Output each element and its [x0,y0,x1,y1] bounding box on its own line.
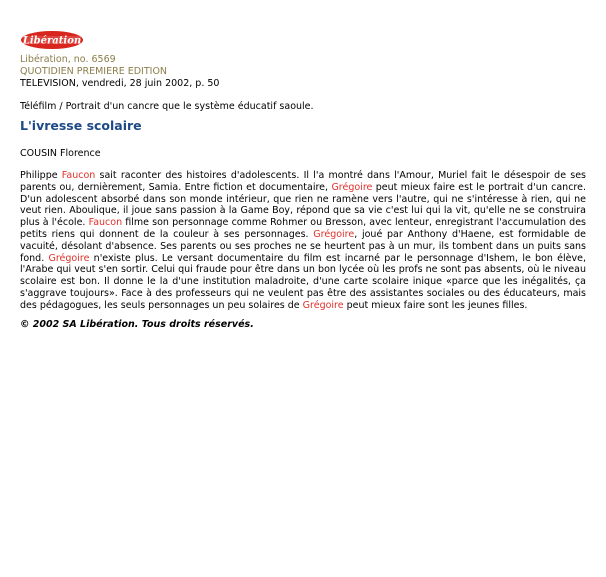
highlighted-name: Grégoire [313,228,355,240]
article-subtitle: Téléfilm / Portrait d'un cancre que le système éducatif saoule. [20,101,314,112]
article-title: L'ivresse scolaire [20,118,142,133]
liberation-logo [20,30,84,50]
body-text-segment: peut mieux faire sont les jeunes filles. [343,299,528,311]
article-meta [20,54,586,90]
logo-text: Libération [22,35,82,47]
highlighted-name: Grégoire [302,299,344,311]
highlighted-name: Faucon [61,170,96,181]
section-line: TELEVISION, vendredi, 28 juin 2002, p. 50 [20,78,220,89]
highlighted-name: Faucon [88,217,123,229]
body-text-segment: n'existe plus. Le versant documentaire du film est incarné par le personnage d'Ishem, le bon élève, l'Arabe qui veut s'en sortir. Celui qui fraude pour être dans un bon lycée où les profs ne sont pas absents, où le niveau scolaire est bon. Il donne le la d'une institution maladroite, d'une carte scolaire inique «parce que les inégalités, ça s'aggrave toujours». Face à des professeurs qui ne veulent pas être des assistantes sociales ou des éducateurs, mais des pédagogues, les seuls personnages un peu solaires de [20,252,586,311]
highlighted-name: Grégoire [331,181,373,193]
body-text-segment: filme son personnage comme Rohmer ou Bresson, avec lenteur, enregistrant l'accumulation des petits riens qui donnent de la couleur à ses personnages. [20,217,587,240]
body-text-segment: sait raconter des histoires d'adolescents. Il l'a montré dans l'Amour, Muriel fait le désespoir de ses parents ou, dernièrement, Samia. Entre fiction et documentaire, [20,170,587,193]
body-text-segment: peut mieux faire est le portrait d'un cancre. D'un adolescent absorbé dans son monde intérieur, que rien ne ramène vers l'autre, qui ne s'intéresse à rien, qui ne veut rien. Aboulique, il joue sans passion à la Game Boy, répond que sa vie c'est lui qui la vit, qu'elle ne se construira plus à l'école. [20,181,586,229]
body-text-segment: , joué par Anthony d'Haene, est formidable de vacuité, désolant d'absence. Ses parents ou ses proches ne se heurtent pas à un mur, ils tombent dans un puits sans fond. [20,228,586,264]
body-text-segment: Philippe [20,170,62,181]
highlighted-name: Grégoire [48,252,90,264]
article-author: COUSIN Florence [20,148,101,159]
copyright-notice: © 2002 SA Libération. Tous droits réservés. [20,318,254,330]
edition-line: QUOTIDIEN PREMIERE EDITION [20,66,168,77]
article-body [20,170,586,312]
source-line: Libération, no. 6569 [20,54,116,65]
